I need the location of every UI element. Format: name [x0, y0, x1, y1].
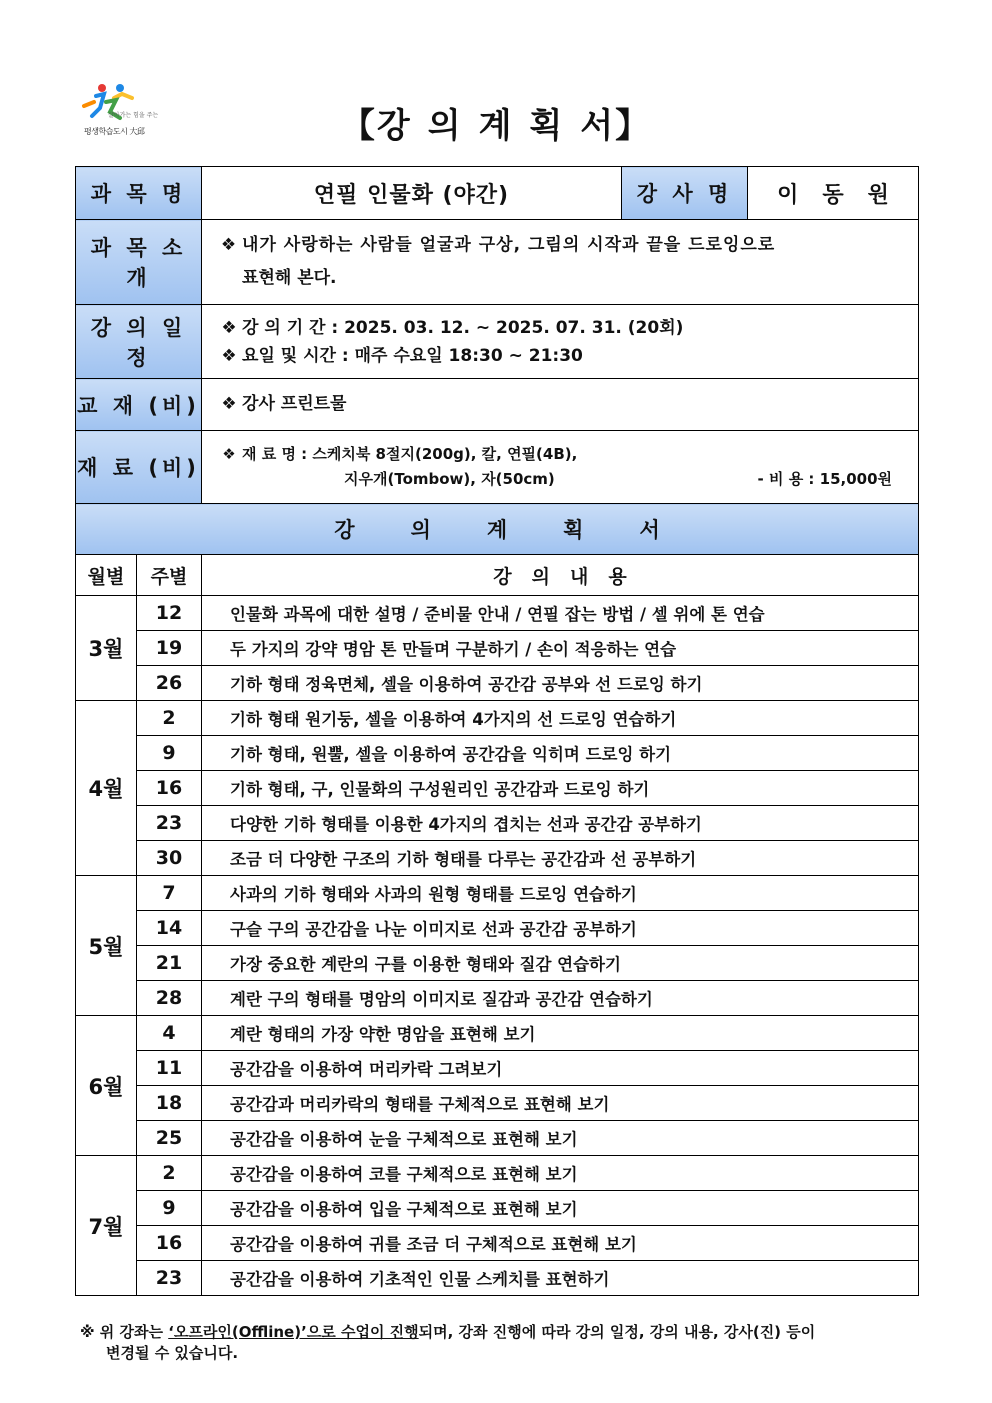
intro-text	[202, 220, 919, 305]
month-cell: 5월	[76, 876, 137, 1016]
week-cell: 14	[137, 911, 202, 946]
logo-tagline: 살아가는 힘을 주는	[108, 112, 159, 119]
lecture-content-cell: 기하 형태, 구, 인물화의 구성원리인 공간감과 드로잉 하기	[202, 771, 919, 806]
note-mark: ※ 위 강좌는	[80, 1323, 169, 1341]
lecture-plan-table	[75, 166, 919, 1296]
lecture-content-cell: 기하 형태 정육면체, 셀을 이용하여 공간감 공부와 선 드로잉 하기	[202, 666, 919, 701]
table-row	[76, 631, 919, 666]
table-row	[76, 596, 919, 631]
lecture-content-cell: 공간감을 이용하여 입을 구체적으로 표현해 보기	[202, 1191, 919, 1226]
week-cell: 18	[137, 1086, 202, 1121]
table-row	[76, 1191, 919, 1226]
weekly-plan-section	[76, 596, 919, 1296]
lecture-content-cell: 다양한 기하 형태를 이용한 4가지의 겹치는 선과 공간감 공부하기	[202, 806, 919, 841]
note-text-2: 변경될 수 있습니다.	[106, 1344, 239, 1362]
lecture-content-cell: 기하 형태, 원뿔, 셀을 이용하여 공간감을 익히며 드로잉 하기	[202, 736, 919, 771]
month-cell: 6월	[76, 1016, 137, 1156]
material-text	[202, 431, 919, 504]
table-row	[76, 876, 919, 911]
material-row	[76, 431, 919, 504]
intro-label: 과 목 소 개	[76, 220, 202, 305]
table-row	[76, 1261, 919, 1296]
col-month-header: 월별	[76, 555, 137, 596]
schedule-label: 강 의 일 정	[76, 305, 202, 379]
week-cell: 7	[137, 876, 202, 911]
lecture-content-cell: 계란 형태의 가장 약한 명암을 표현해 보기	[202, 1016, 919, 1051]
subject-label: 과 목 명	[76, 167, 202, 220]
title-char: 획	[529, 106, 565, 146]
bullet-icon: ❖	[222, 445, 236, 463]
lecture-content-cell: 기하 형태 원기둥, 셀을 이용하여 4가지의 선 드로잉 연습하기	[202, 701, 919, 736]
table-row	[76, 1051, 919, 1086]
material-cost: - 비 용 : 15,000원	[757, 470, 893, 488]
note-text-1: 되며, 강좌 진행에 따라 강의 일정, 강의 내용, 강사(진) 등이	[418, 1323, 816, 1341]
schedule-period: 강 의 기 간 : 2025. 03. 12. ~ 2025. 07. 31. (20회)	[242, 317, 684, 338]
schedule-row	[76, 305, 919, 379]
plan-header-row	[76, 555, 919, 596]
week-cell: 2	[137, 1156, 202, 1191]
table-row	[76, 1121, 919, 1156]
week-cell: 16	[137, 771, 202, 806]
lecture-content-cell: 가장 중요한 계란의 구를 이용한 형태와 질감 연습하기	[202, 946, 919, 981]
schedule-time: 요일 및 시간 : 매주 수요일 18:30 ~ 21:30	[242, 345, 583, 366]
table-row	[76, 841, 919, 876]
material-line-2: 지우개(Tombow), 자(50cm)	[344, 470, 555, 488]
bullet-icon: ❖	[221, 345, 237, 366]
table-row	[76, 736, 919, 771]
textbook-value: 강사 프린트물	[242, 394, 347, 414]
lecture-content-cell: 공간감을 이용하여 머리카락 그려보기	[202, 1051, 919, 1086]
bullet-icon: ❖	[221, 394, 237, 414]
lecture-content-cell: 두 가지의 강약 명암 톤 만들며 구분하기 / 손이 적응하는 연습	[202, 631, 919, 666]
week-cell: 19	[137, 631, 202, 666]
table-row	[76, 1156, 919, 1191]
subject-row	[76, 167, 919, 220]
week-cell: 21	[137, 946, 202, 981]
table-row	[76, 1086, 919, 1121]
week-cell: 4	[137, 1016, 202, 1051]
subject-name: 연필 인물화 (야간)	[202, 167, 622, 220]
lecture-content-cell: 공간감과 머리카락의 형태를 구체적으로 표현해 보기	[202, 1086, 919, 1121]
lecture-content-cell: 공간감을 이용하여 눈을 구체적으로 표현해 보기	[202, 1121, 919, 1156]
lecture-content-cell: 공간감을 이용하여 귀를 조금 더 구체적으로 표현해 보기	[202, 1226, 919, 1261]
month-cell: 3월	[76, 596, 137, 701]
col-week-header: 주별	[137, 555, 202, 596]
table-row	[76, 911, 919, 946]
table-row	[76, 1226, 919, 1261]
intro-row	[76, 220, 919, 305]
page-title	[0, 98, 992, 147]
month-cell: 4월	[76, 701, 137, 876]
bullet-icon: ❖	[221, 317, 237, 338]
title-char: 의	[427, 106, 463, 146]
table-row	[76, 701, 919, 736]
table-row	[76, 666, 919, 701]
table-row	[76, 981, 919, 1016]
schedule-text	[202, 305, 919, 379]
title-char: 서】	[580, 106, 652, 146]
week-cell: 11	[137, 1051, 202, 1086]
table-row	[76, 946, 919, 981]
textbook-row	[76, 379, 919, 431]
bullet-icon: ❖	[220, 235, 238, 255]
textbook-label: 교 재 (비)	[76, 379, 202, 431]
note-underlined: ‘오프라인(Offline)’으로 수업이 진행	[168, 1323, 419, 1341]
course-info-section	[76, 167, 919, 596]
week-cell: 30	[137, 841, 202, 876]
material-line-1: 재 료 명 : 스케치북 8절지(200g), 칼, 연필(4B),	[242, 445, 578, 463]
table-row	[76, 1016, 919, 1051]
title-char: 계	[478, 106, 514, 146]
plan-band-title: 강 의 계 획 서	[76, 504, 919, 555]
lecture-content-cell: 사과의 기하 형태와 사과의 원형 형태를 드로잉 연습하기	[202, 876, 919, 911]
week-cell: 25	[137, 1121, 202, 1156]
week-cell: 9	[137, 736, 202, 771]
intro-line-2: 표현해 본다.	[242, 268, 337, 288]
lecture-content-cell: 조금 더 다양한 구조의 기하 형태를 다루는 공간감과 선 공부하기	[202, 841, 919, 876]
col-content-header: 강 의 내 용	[202, 555, 919, 596]
table-row	[76, 806, 919, 841]
lecture-content-cell: 구슬 구의 공간감을 나눈 이미지로 선과 공간감 공부하기	[202, 911, 919, 946]
week-cell: 26	[137, 666, 202, 701]
teacher-name: 이 동 원	[748, 167, 919, 220]
textbook-text	[202, 379, 919, 431]
week-cell: 23	[137, 806, 202, 841]
table-row	[76, 771, 919, 806]
week-cell: 16	[137, 1226, 202, 1261]
week-cell: 12	[137, 596, 202, 631]
lecture-content-cell: 인물화 과목에 대한 설명 / 준비물 안내 / 연필 잡는 방법 / 셀 위에 톤 연습	[202, 596, 919, 631]
lecture-content-cell: 공간감을 이용하여 코를 구체적으로 표현해 보기	[202, 1156, 919, 1191]
lecture-content-cell: 계란 구의 형태를 명암의 이미지로 질감과 공간감 연습하기	[202, 981, 919, 1016]
week-cell: 9	[137, 1191, 202, 1226]
footnote	[80, 1322, 920, 1364]
lecture-content-cell: 공간감을 이용하여 기초적인 인물 스케치를 표현하기	[202, 1261, 919, 1296]
teacher-label: 강 사 명	[622, 167, 748, 220]
material-label: 재 료 (비)	[76, 431, 202, 504]
plan-band-row	[76, 504, 919, 555]
logo-name: 평생학습도시 大邱	[84, 127, 145, 136]
week-cell: 2	[137, 701, 202, 736]
title-char: 【강	[340, 106, 412, 146]
week-cell: 23	[137, 1261, 202, 1296]
intro-line-1: 내가 사랑하는 사람들 얼굴과 구상, 그림의 시작과 끝을 드로잉으로	[242, 235, 776, 255]
week-cell: 28	[137, 981, 202, 1016]
month-cell: 7월	[76, 1156, 137, 1296]
